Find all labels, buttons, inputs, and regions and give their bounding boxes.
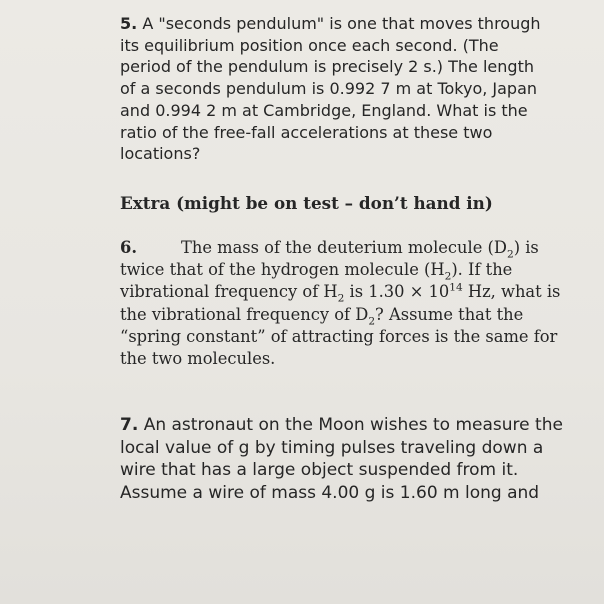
problem-5-line: its equilibrium position once each second. (The [120, 35, 499, 55]
problem-6-line: the two molecules. [120, 349, 276, 369]
problem-5-line: period of the pendulum is precisely 2 s.) The length [120, 57, 534, 77]
problem-6-line: “spring constant” of attracting forces is the same for [120, 326, 558, 346]
problem-5 [120, 13, 572, 165]
problem-6-line: vibrational frequency of $H_2$ is $1.30 \times 10^{14}$ Hz, what is [120, 281, 561, 305]
extra-heading: Extra (might be on test – don’t hand in) [120, 193, 493, 213]
problem-number: 6. [120, 238, 137, 257]
problem-7-line: wire that has a large object suspended from it. [120, 460, 519, 480]
problem-5-line: 5. A "seconds pendulum" is one that moves through [120, 14, 541, 33]
problem-7-line: 7. An astronaut on the Moon wishes to measure the [120, 415, 563, 435]
problem-7 [120, 414, 572, 504]
problem-6-line: the vibrational frequency of $D_2$? Assume that the [120, 304, 524, 327]
problem-5-line: locations? [120, 144, 201, 164]
problem-5-line: of a seconds pendulum is 0.992 7 m at Tokyo, Japan [120, 79, 538, 99]
problem-number: 7. [120, 415, 139, 435]
problem-5-line: and 0.994 2 m at Cambridge, England. What is the [120, 100, 528, 120]
problem-6-line: twice that of the hydrogen molecule $(H_2)$. If the [120, 260, 513, 283]
problem-number: 5. [120, 14, 138, 33]
problem-7-line: Assume a wire of mass 4.00 g is 1.60 m long and [120, 482, 540, 503]
problem-6-line: 6. The mass of the deuterium molecule $(D_2)$ is [120, 238, 539, 261]
problem-5-line: ratio of the free-fall accelerations at these two [120, 122, 493, 142]
problem-7-line: local value of g by timing pulses traveling down a [120, 437, 544, 458]
problem-6 [120, 237, 572, 370]
